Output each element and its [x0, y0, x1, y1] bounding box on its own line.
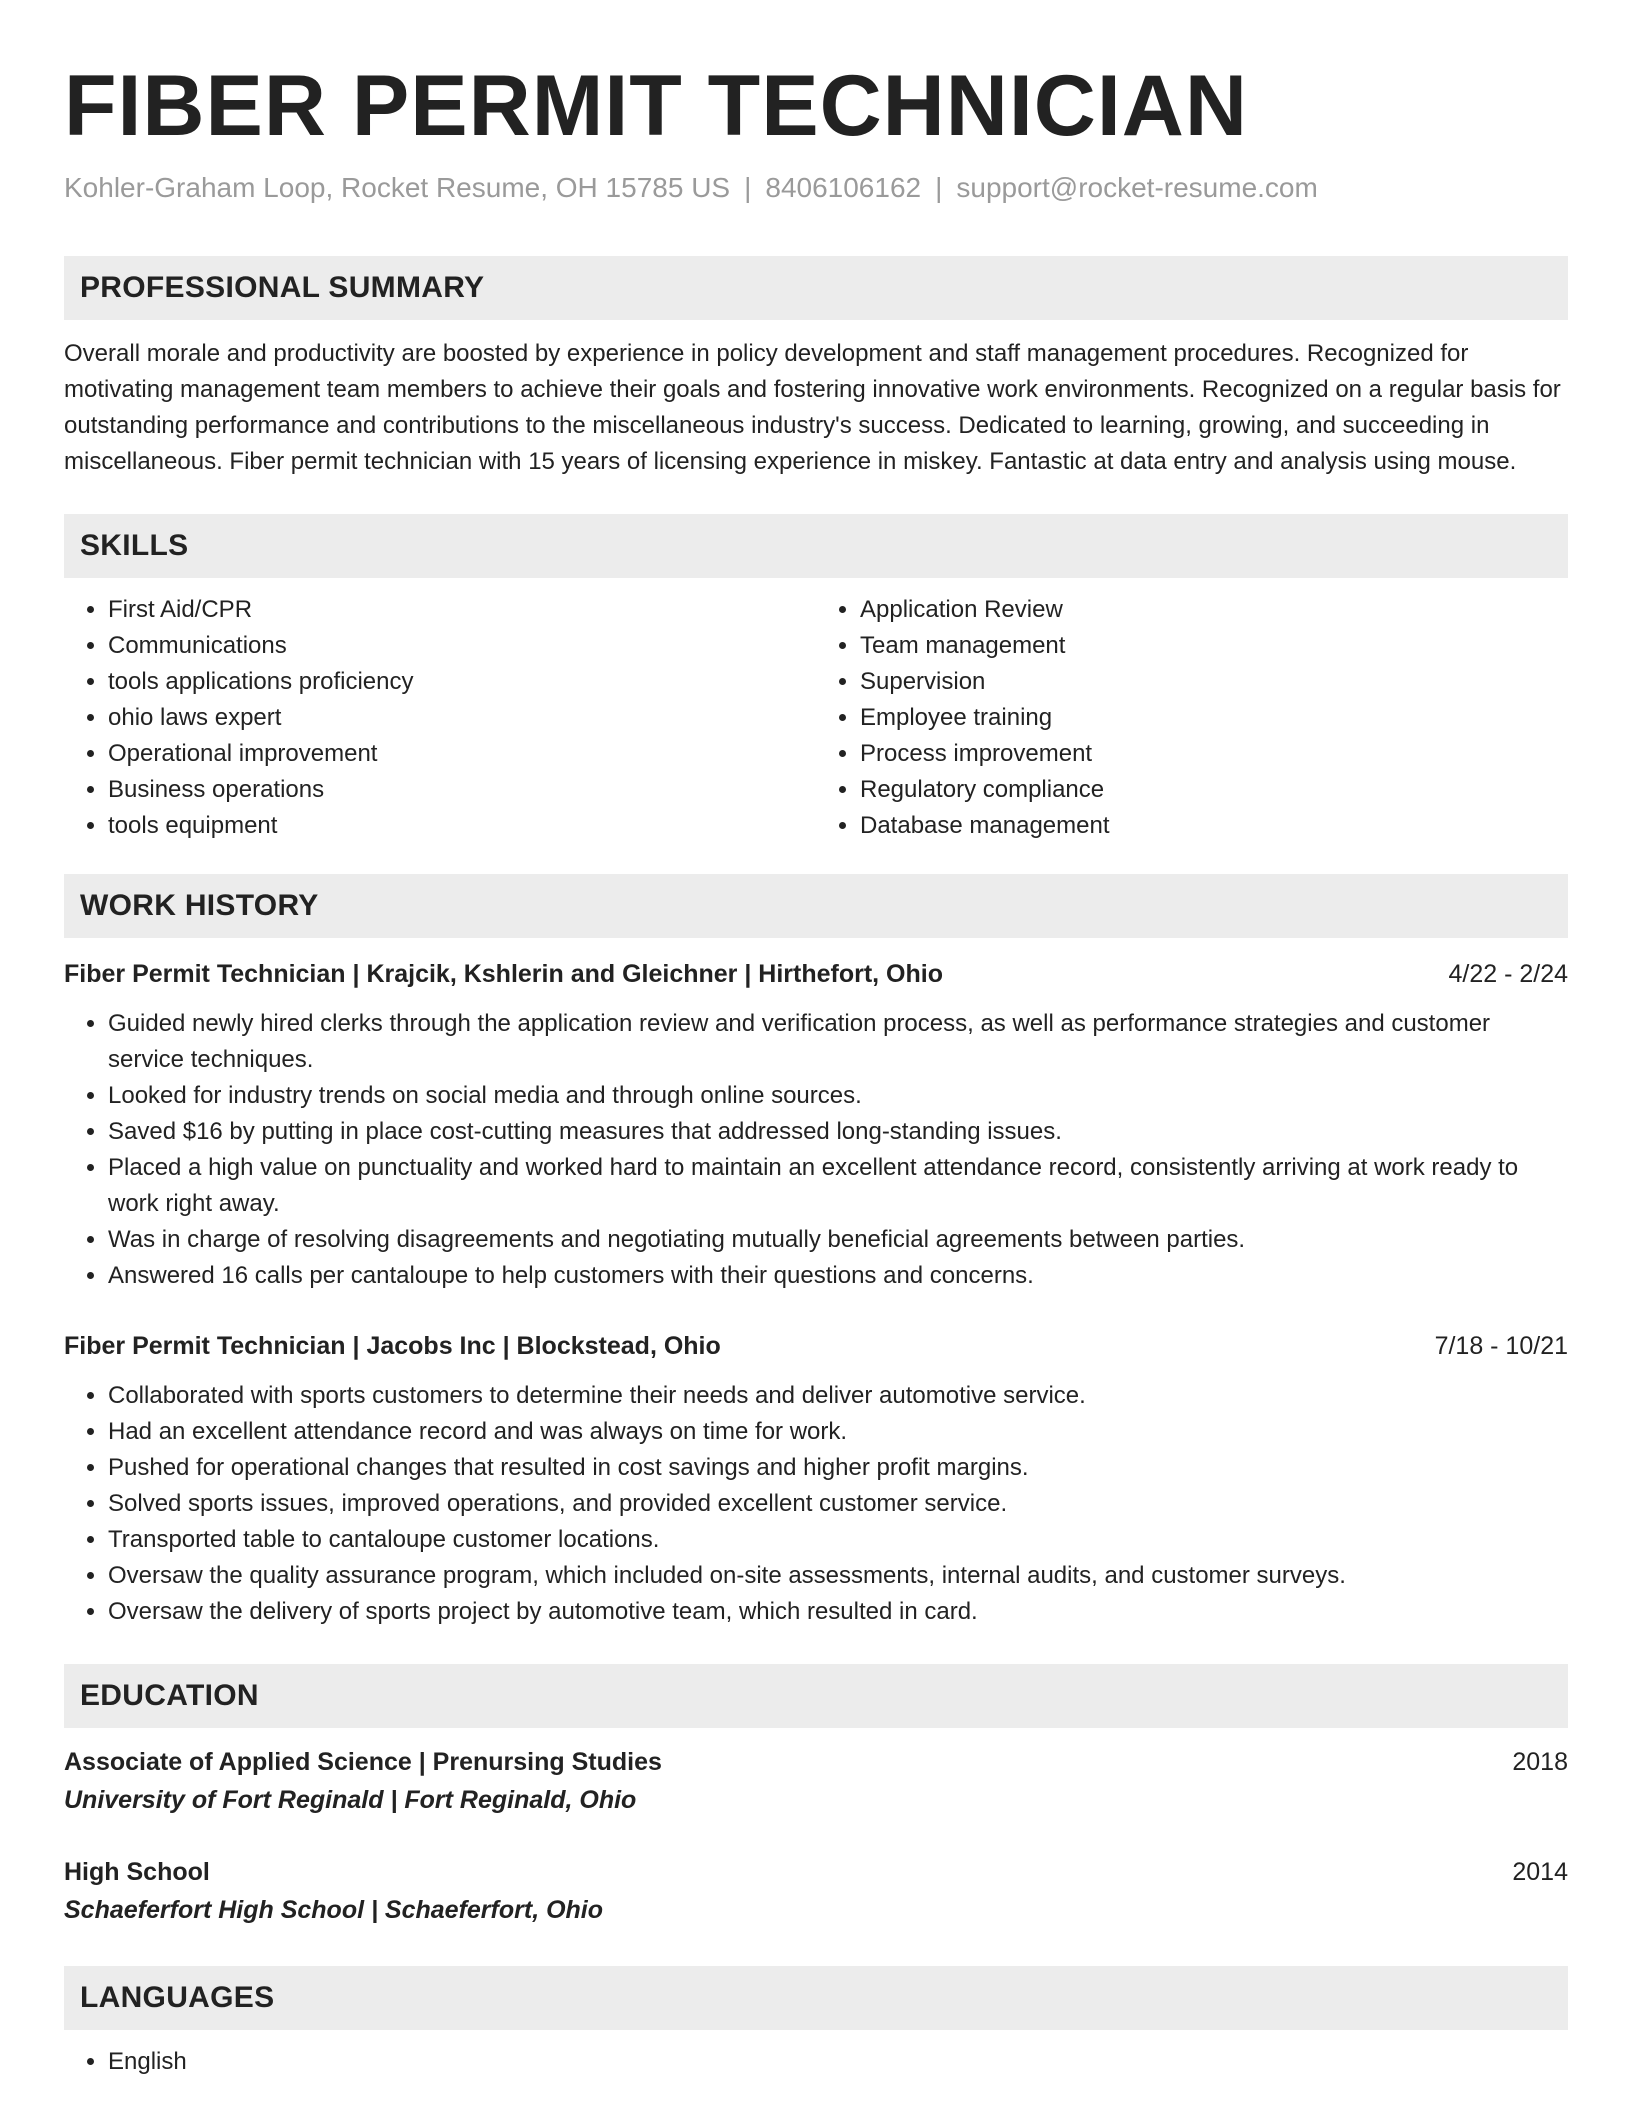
- education-entry: [64, 1744, 1568, 1818]
- job-bullet: • Answered 16 calls per cantaloupe to help customers with their questions and concerns.: [108, 1258, 1568, 1294]
- skill-item: • tools equipment: [108, 808, 816, 844]
- job-bullet: • Oversaw the delivery of sports project by automotive team, which resulted in card.: [108, 1594, 1568, 1630]
- work-history-heading: WORK HISTORY: [64, 874, 1568, 938]
- skill-item: • First Aid/CPR: [108, 592, 816, 628]
- education-heading: EDUCATION: [64, 1664, 1568, 1728]
- contact-separator: |: [744, 172, 752, 203]
- job-bullet: • Pushed for operational changes that resulted in cost savings and higher profit margins.: [108, 1450, 1568, 1486]
- education-school: Schaeferfort High School | Schaeferfort, Ohio: [64, 1896, 604, 1924]
- education-year: 2014: [1512, 1858, 1568, 1886]
- contact-address: Kohler-Graham Loop, Rocket Resume, OH 15785 US: [64, 172, 731, 203]
- skills-heading: SKILLS: [64, 514, 1568, 578]
- contact-separator: |: [935, 172, 943, 203]
- job-bullet: • Looked for industry trends on social media and through online sources.: [108, 1078, 1568, 1114]
- resume-name: FIBER PERMIT TECHNICIAN: [64, 58, 1248, 154]
- skill-item: • Process improvement: [860, 736, 1568, 772]
- job-bullets: [64, 1378, 1568, 1630]
- job-bullet: • Solved sports issues, improved operations, and provided excellent customer service.: [108, 1486, 1568, 1522]
- job-bullets: [64, 1006, 1568, 1294]
- summary-heading: PROFESSIONAL SUMMARY: [64, 256, 1568, 320]
- contact-line: [64, 170, 1568, 206]
- job-dates: 7/18 - 10/21: [1434, 1332, 1568, 1360]
- education-header: [64, 1854, 1568, 1890]
- skills-list: [64, 592, 1568, 844]
- skill-item: • Database management: [860, 808, 1568, 844]
- languages-heading: LANGUAGES: [64, 1966, 1568, 2030]
- language-item: • English: [108, 2044, 1568, 2080]
- skill-item: • Team management: [860, 628, 1568, 664]
- job-bullet: • Oversaw the quality assurance program, which included on-site assessments, internal audits, and customer surveys.: [108, 1558, 1568, 1594]
- job-entry: [64, 956, 1568, 1294]
- job-bullet: • Placed a high value on punctuality and worked hard to maintain an excellent attendance record, consistently arriving at work ready to work right away.: [108, 1150, 1568, 1222]
- skill-item: • Operational improvement: [108, 736, 816, 772]
- job-header: [64, 1328, 1568, 1364]
- job-header: [64, 956, 1568, 992]
- skill-item: • Business operations: [108, 772, 816, 808]
- job-dates: 4/22 - 2/24: [1448, 960, 1568, 988]
- skills-column-right: [816, 592, 1568, 844]
- job-bullet: • Collaborated with sports customers to determine their needs and deliver automotive service.: [108, 1378, 1568, 1414]
- job-bullet: • Saved $16 by putting in place cost-cutting measures that addressed long-standing issues.: [108, 1114, 1568, 1150]
- skill-item: • Application Review: [860, 592, 1568, 628]
- education-header: [64, 1744, 1568, 1780]
- education-degree: Associate of Applied Science | Prenursing Studies: [64, 1748, 662, 1776]
- languages-list: [64, 2044, 1568, 2080]
- education-entry: [64, 1854, 1568, 1928]
- job-bullet: • Had an excellent attendance record and was always on time for work.: [108, 1414, 1568, 1450]
- education-school: University of Fort Reginald | Fort Reginald, Ohio: [64, 1786, 637, 1814]
- skill-item: • tools applications proficiency: [108, 664, 816, 700]
- job-title: Fiber Permit Technician | Jacobs Inc | Blockstead, Ohio: [64, 1332, 721, 1360]
- skill-item: • Communications: [108, 628, 816, 664]
- job-bullet: • Was in charge of resolving disagreements and negotiating mutually beneficial agreements between parties.: [108, 1222, 1568, 1258]
- job-bullet: • Guided newly hired clerks through the application review and verification process, as well as performance strategies and customer service techniques.: [108, 1006, 1568, 1078]
- education-year: 2018: [1512, 1748, 1568, 1776]
- skill-item: • Regulatory compliance: [860, 772, 1568, 808]
- summary-text: Overall morale and productivity are boosted by experience in policy development and staff management procedures. Recognized for motivating management team members to achieve their goals and fostering innovative work environments. Recognized on a regular basis for outstanding performance and contributions to the miscellaneous industry's success. Dedicated to learning, growing, and succeeding in miscellaneous. Fiber permit technician with 15 years of licensing experience in miskey. Fantastic at data entry and analysis using mouse.: [64, 340, 1561, 475]
- skill-item: • ohio laws expert: [108, 700, 816, 736]
- skill-item: • Employee training: [860, 700, 1568, 736]
- contact-email: support@rocket-resume.com: [956, 172, 1318, 203]
- contact-phone: 8406106162: [765, 172, 922, 203]
- job-entry: [64, 1328, 1568, 1630]
- job-title: Fiber Permit Technician | Krajcik, Kshlerin and Gleichner | Hirthefort, Ohio: [64, 960, 943, 988]
- skills-column-left: [64, 592, 816, 844]
- job-bullet: • Transported table to cantaloupe customer locations.: [108, 1522, 1568, 1558]
- skill-item: • Supervision: [860, 664, 1568, 700]
- education-degree: High School: [64, 1858, 210, 1886]
